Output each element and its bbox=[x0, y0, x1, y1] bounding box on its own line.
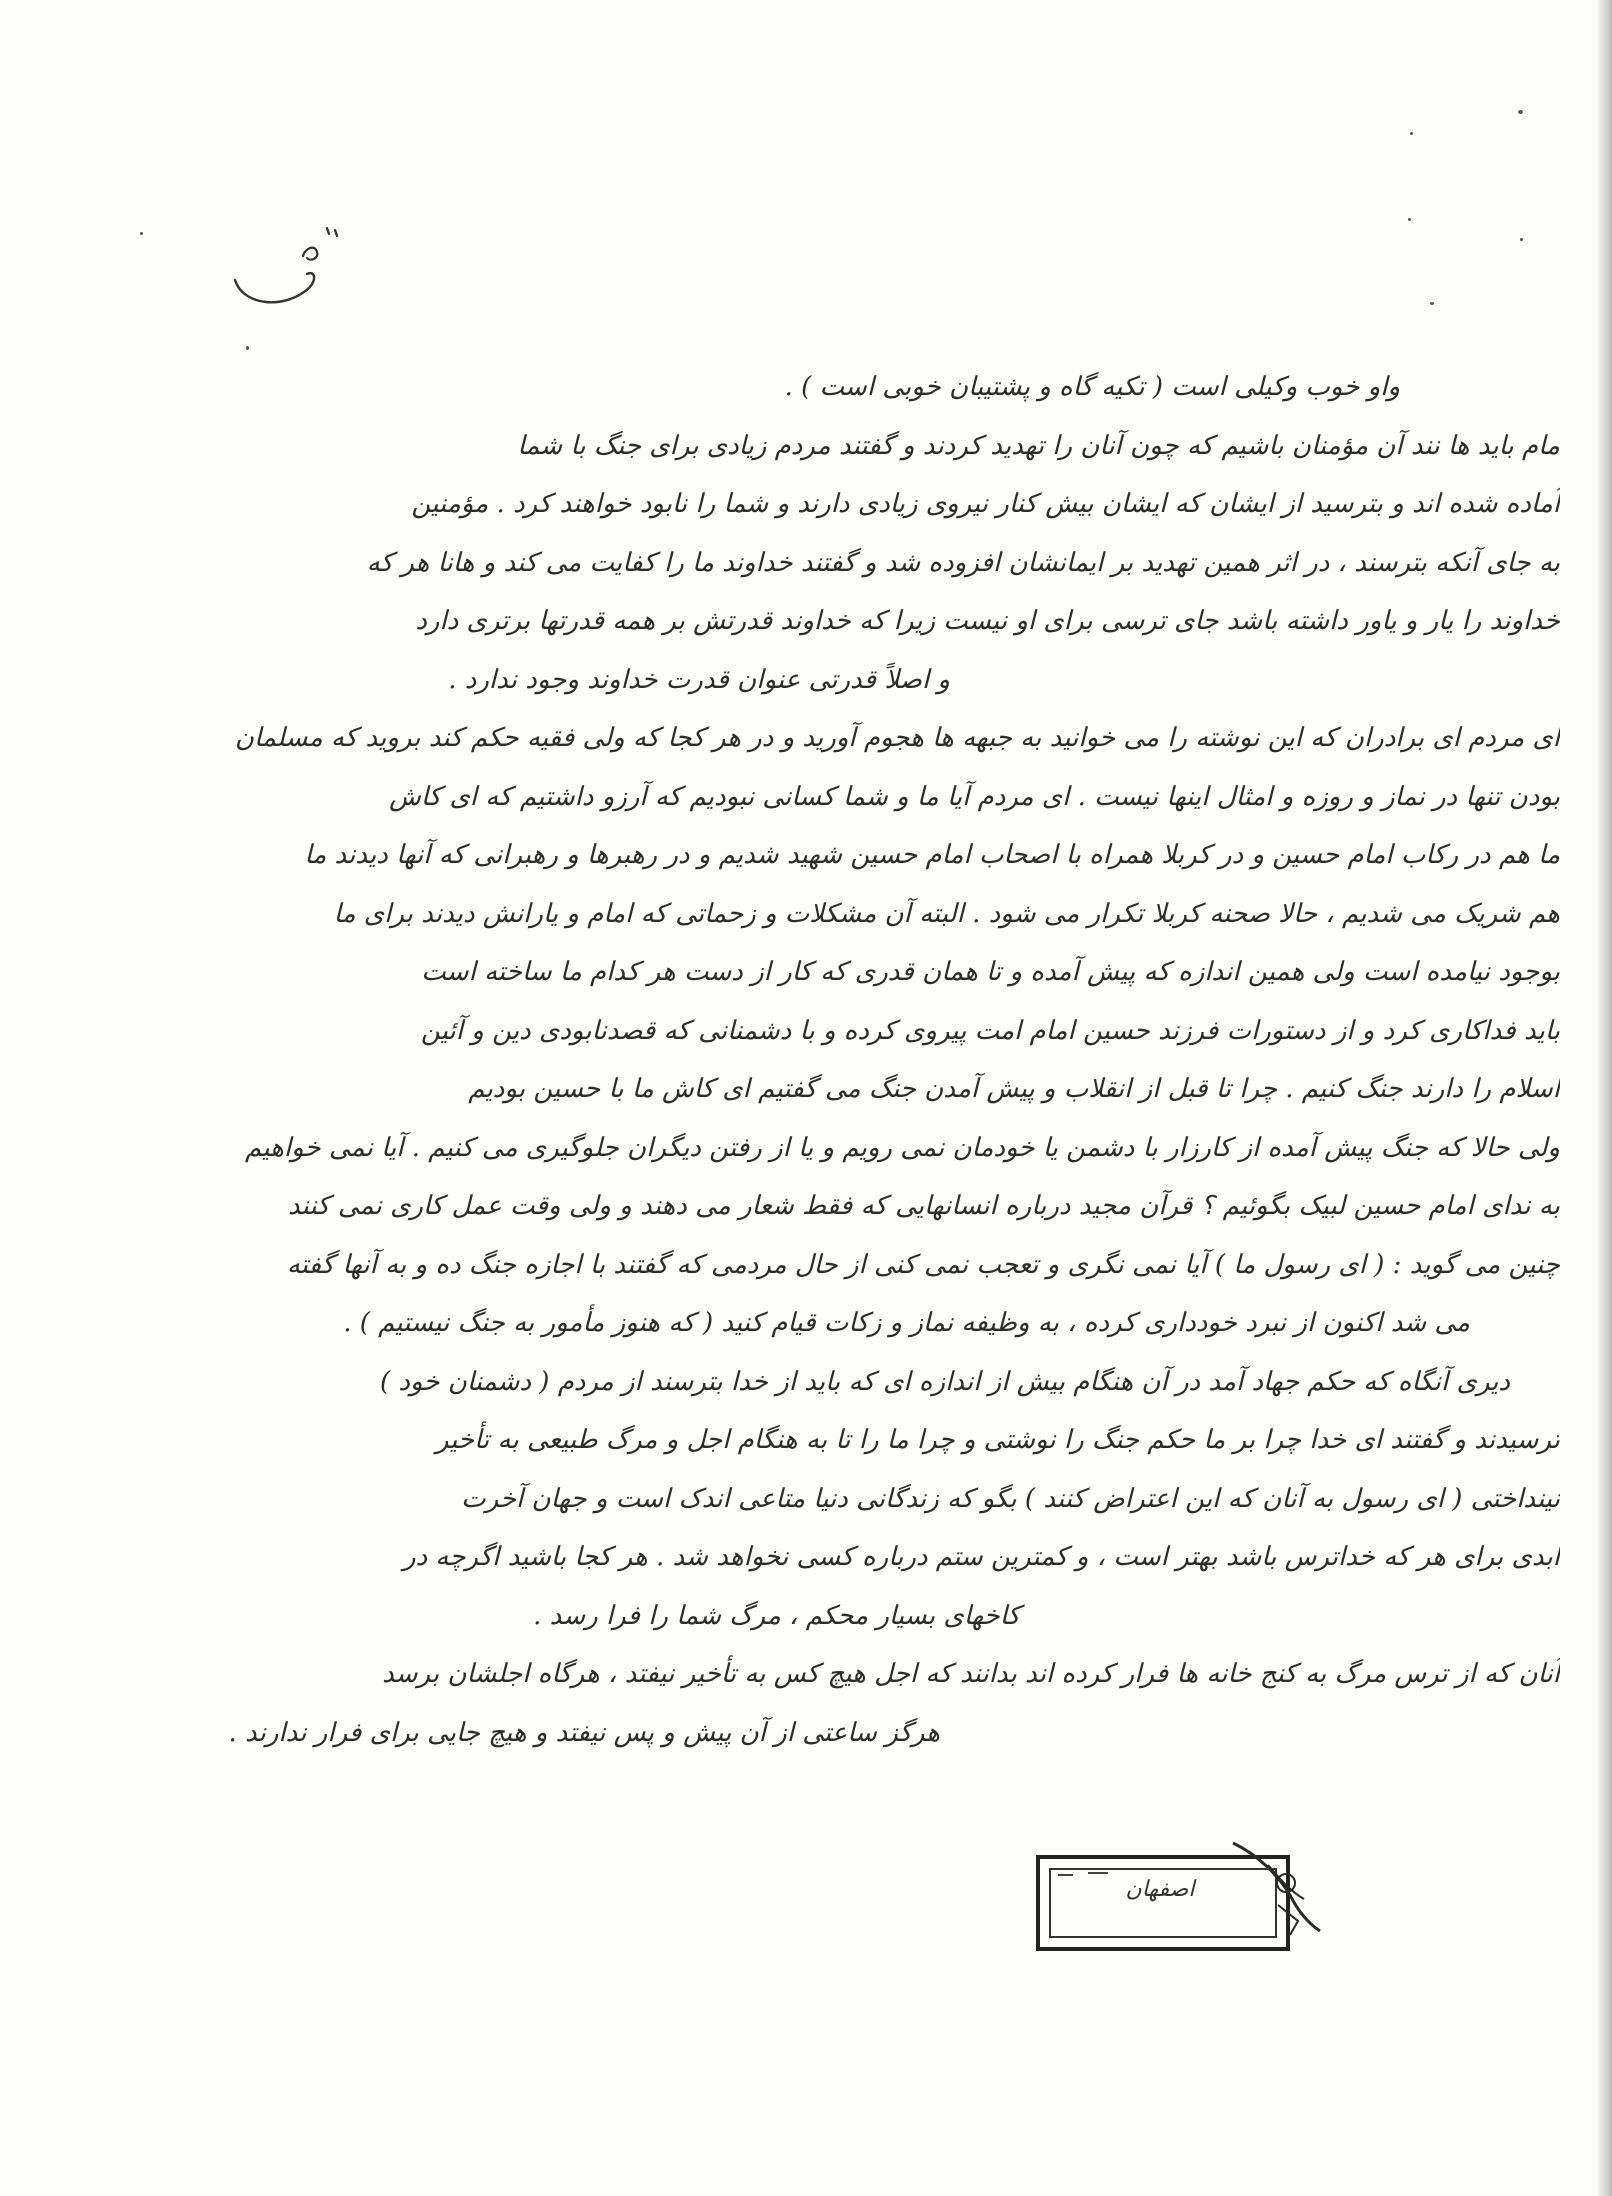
letter-line: خداوند را یار و یاور داشته باشد جای ترسی برای او نیست زیرا که خداوند قدرتش بر همه قدرتها برتری دارد bbox=[415, 606, 1560, 636]
letter-line: ای مردم ای برادران که این نوشته را می خوانید به جبهه ها هجوم آورید و در هر کجا که ولی فقیه حکم کند بروید که مسلمان bbox=[234, 723, 1560, 753]
scan-speck bbox=[1430, 302, 1434, 305]
letter-line: بوجود نیامده است ولی همین اندازه که پیش آمده و تا همان قدری که کار از دست هر کدام ما ساخته است bbox=[421, 957, 1560, 987]
letter-line: به جای آنکه بترسند ، در اثر همین تهدید بر ایمانشان افزوده شد و گفتند خداوند ما را کفایت می کند و هانا هر که bbox=[366, 547, 1560, 578]
letter-line: ابدی برای هر که خداترس باشد بهتر است ، و کمترین ستم درباره کسی نخواهد شد . هر کجا باشید اگرچه در bbox=[403, 1542, 1560, 1572]
letter-line: به ندای امام حسین لبیک بگوئیم ؟ قرآن مجید درباره انسانهایی که فقط شعار می دهند و ولی وقت عمل کاری نمی کنند bbox=[287, 1191, 1560, 1221]
scan-speck bbox=[1518, 110, 1523, 114]
letter-line: واو خوب وکیلی است ( تکیه گاه و پشتیبان خوبی است ) . bbox=[784, 372, 1400, 402]
letter-body bbox=[150, 366, 1560, 1770]
letter-line: بودن تنها در نماز و روزه و امثال اینها نیست . ای مردم آیا ما و شما کسانی نبودیم که آرزو داشتیم که ای کاش bbox=[389, 781, 1560, 812]
letter-line: نینداختی ( ای رسول به آنان که این اعتراض کنند ) بگو که زندگانی دنیا متاعی اندک است و جهان آخرت bbox=[461, 1483, 1560, 1514]
letter-line: هرگز ساعتی از آن پیش و پس نیفتد و هیچ جایی برای فرار ندارند . bbox=[228, 1717, 940, 1748]
letter-line: دیری آنگاه که حکم جهاد آمد در آن هنگام بیش از اندازه ای که باید از خدا بترسند از مردم ( دشمنان خود ) bbox=[380, 1366, 1510, 1397]
page-edge-shadow bbox=[1598, 0, 1612, 2196]
handwritten-mark-icon bbox=[225, 218, 345, 318]
letter-line: ما هم در رکاب امام حسین و در کربلا همراه با اصحاب امام حسین شهید شدیم و در رهبرها و رهبرانی که آنها دیدند ما bbox=[304, 840, 1560, 870]
letter-line: کاخهای بسیار محکم ، مرگ شما را فرا رسد . bbox=[533, 1600, 1020, 1631]
letter-line: مام باید ها نند آن مؤمنان باشیم که چون آنان را تهدید کردند و گفتند مردم زیادی برای جنگ با شما bbox=[517, 430, 1560, 461]
letter-line: چنین می گوید : ( ای رسول ما ) آیا نمی نگری و تعجب نمی کنی از حال مردمی که گفتند با اجازه جنگ ده و به آنها گفته bbox=[286, 1249, 1560, 1280]
stamp-label: اصفهان bbox=[1125, 1877, 1195, 1902]
letter-line: آنان که از ترس مرگ به کنج خانه ها فرار کرده اند بدانند که اجل هیچ کس به تأخیر نیفتد ، هرگاه اجلشان برسد bbox=[382, 1659, 1560, 1689]
letter-line: و اصلاً قدرتی عنوان قدرت خداوند وجود ندارد . bbox=[448, 664, 950, 695]
scan-speck bbox=[1410, 132, 1413, 135]
letter-line: اسلام را دارند جنگ کنیم . چرا تا قبل از انقلاب و پیش آمدن جنگ می گفتیم ای کاش ما با حسین بودیم bbox=[468, 1074, 1560, 1104]
scan-speck bbox=[140, 232, 143, 235]
letter-line: ترسیدند و گفتند ای خدا چرا بر ما حکم جنگ را نوشتی و چرا ما را تا به هنگام اجل و مرگ طبیعی به تأخیر bbox=[435, 1425, 1560, 1455]
letter-line: آماده شده اند و بترسید از ایشان که ایشان بیش کنار نیروی زیادی دارند و شما را نابود خواهند کرد . مؤمنین bbox=[411, 489, 1560, 519]
letter-line: ولی حالا که جنگ پیش آمده از کارزار با دشمن یا خودمان نمی رویم و یا از رفتن دیگران جلوگیری می کنیم . آیا نمی خواهیم bbox=[245, 1132, 1560, 1163]
letter-line: می شد اکنون از نبرد خودداری کرده ، به وظیفه نماز و زکات قیام کنید ( که هنوز مأمور به جنگ نیستیم ) . bbox=[343, 1308, 1470, 1338]
scan-speck bbox=[1520, 238, 1523, 241]
scan-speck bbox=[246, 346, 249, 350]
scan-speck bbox=[1408, 218, 1411, 221]
letter-line: هم شریک می شدیم ، حالا صحنه کربلا تکرار می شود . البته آن مشکلات و زحماتی که امام و یارانش دیدند برای ما bbox=[333, 898, 1560, 929]
letter-line: باید فداکاری کرد و از دستورات فرزند حسین امام امت پیروی کرده و با دشمنانی که قصدنابودی دین و آئین bbox=[420, 1015, 1560, 1046]
